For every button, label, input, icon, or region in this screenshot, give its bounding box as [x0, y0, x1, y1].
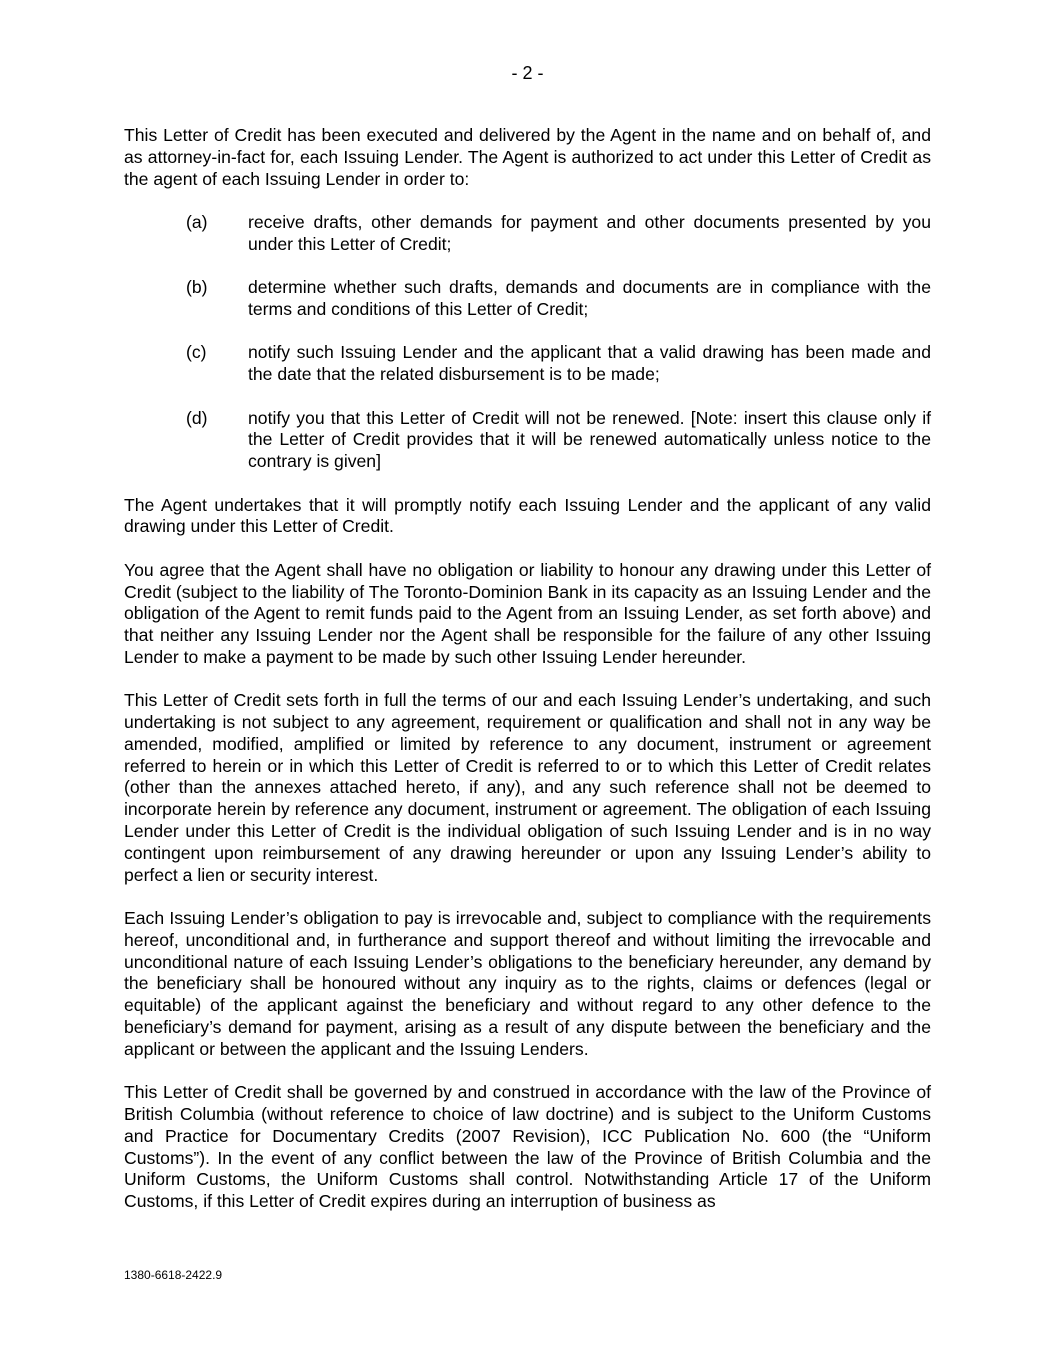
list-item [124, 212, 931, 256]
list-item [124, 277, 931, 321]
paragraph-agent-no-obligation: You agree that the Agent shall have no obligation or liability to honour any drawing under this Letter of Credit (subject to the liability of The Toronto-Dominion Bank in its capacity as an Issuing Lender and the obligation of the Agent to remit funds paid to the Agent from an Issuing Lender, as set forth above) and that neither any Issuing Lender nor the Agent shall be responsible for the failure of any other Issuing Lender to make a payment to be made by such other Issuing Lender hereunder. [124, 559, 931, 667]
list-marker: (b) [186, 277, 208, 298]
paragraph-agent-undertaking: The Agent undertakes that it will promptly notify each Issuing Lender and the applicant of any valid drawing under this Letter of Credit. [124, 494, 931, 537]
paragraph-agent-authority: This Letter of Credit has been executed and delivered by the Agent in the name and on behalf of, and as attorney-in-fact for, each Issuing Lender. The Agent is authorized to act under this Letter of Credit as the agent of each Issuing Lender in order to: [124, 125, 931, 189]
list-item-text: notify you that this Letter of Credit will not be renewed. [Note: insert this clause only if the Letter of Credit provides that it will be renewed automatically unless notice to the contrary is given] [248, 407, 931, 472]
paragraph-governing-law: This Letter of Credit shall be governed by and construed in accordance with the law of the Province of British Columbia (without reference to choice of law doctrine) and is subject to the Uniform Customs and Practice for Documentary Credits (2007 Revision), ICC Publication No. 600 (the “Uniform Customs”). In the event of any conflict between the law of the Province of British Columbia and the Uniform Customs, the Uniform Customs shall control. Notwithstanding Article 17 of the Uniform Customs, if this Letter of Credit expires during an interruption of business as [124, 1082, 931, 1212]
page-number: - 2 - [511, 63, 544, 83]
list-item [124, 342, 931, 386]
agent-duties-list [124, 212, 931, 473]
document-reference-number: 1380-6618-2422.9 [124, 1268, 223, 1282]
document-body [124, 125, 931, 1235]
list-item-text: determine whether such drafts, demands and documents are in compliance with the terms and conditions of this Letter of Credit; [248, 277, 931, 319]
list-item-text: notify such Issuing Lender and the applicant that a valid drawing has been made and the date that the related disbursement is to be made; [248, 342, 931, 385]
list-marker: (c) [186, 342, 207, 363]
paragraph-irrevocable-obligation: Each Issuing Lender’s obligation to pay is irrevocable and, subject to compliance with the requirements hereof, unconditional and, in furtherance and support thereof and without limiting the irrevocable and unconditional nature of each Issuing Lender’s obligations to the beneficiary hereunder, any demand by the beneficiary shall be honoured without any inquiry as to the rights, claims or defences (legal or equitable) of the applicant against the beneficiary and without regard to any other defence to the beneficiary’s demand for payment, arising as a result of any dispute between the beneficiary and the applicant or between the applicant and the Issuing Lenders. [124, 908, 931, 1059]
list-marker: (a) [186, 211, 208, 232]
paragraph-full-terms: This Letter of Credit sets forth in full the terms of our and each Issuing Lender’s undertaking, and such undertaking is not subject to any agreement, requirement or qualification and shall not in any way be amended, modified, amplified or limited by reference to any document, instrument or agreement referred to herein or in which this Letter of Credit is referred to or to which this Letter of Credit relates (other than the annexes attached hereto, if any), and any such reference shall not be deemed to incorporate herein by reference any document, instrument or agreement. The obligation of each Issuing Lender under this Letter of Credit is the individual obligation of such Issuing Lender and is in no way contingent upon reimbursement of any drawing hereunder or upon any Issuing Lender’s ability to perfect a lien or security interest. [124, 690, 931, 885]
list-item [124, 408, 931, 473]
list-item-text: receive drafts, other demands for payment and other documents presented by you under this Letter of Credit; [248, 211, 931, 254]
list-marker: (d) [186, 407, 208, 428]
